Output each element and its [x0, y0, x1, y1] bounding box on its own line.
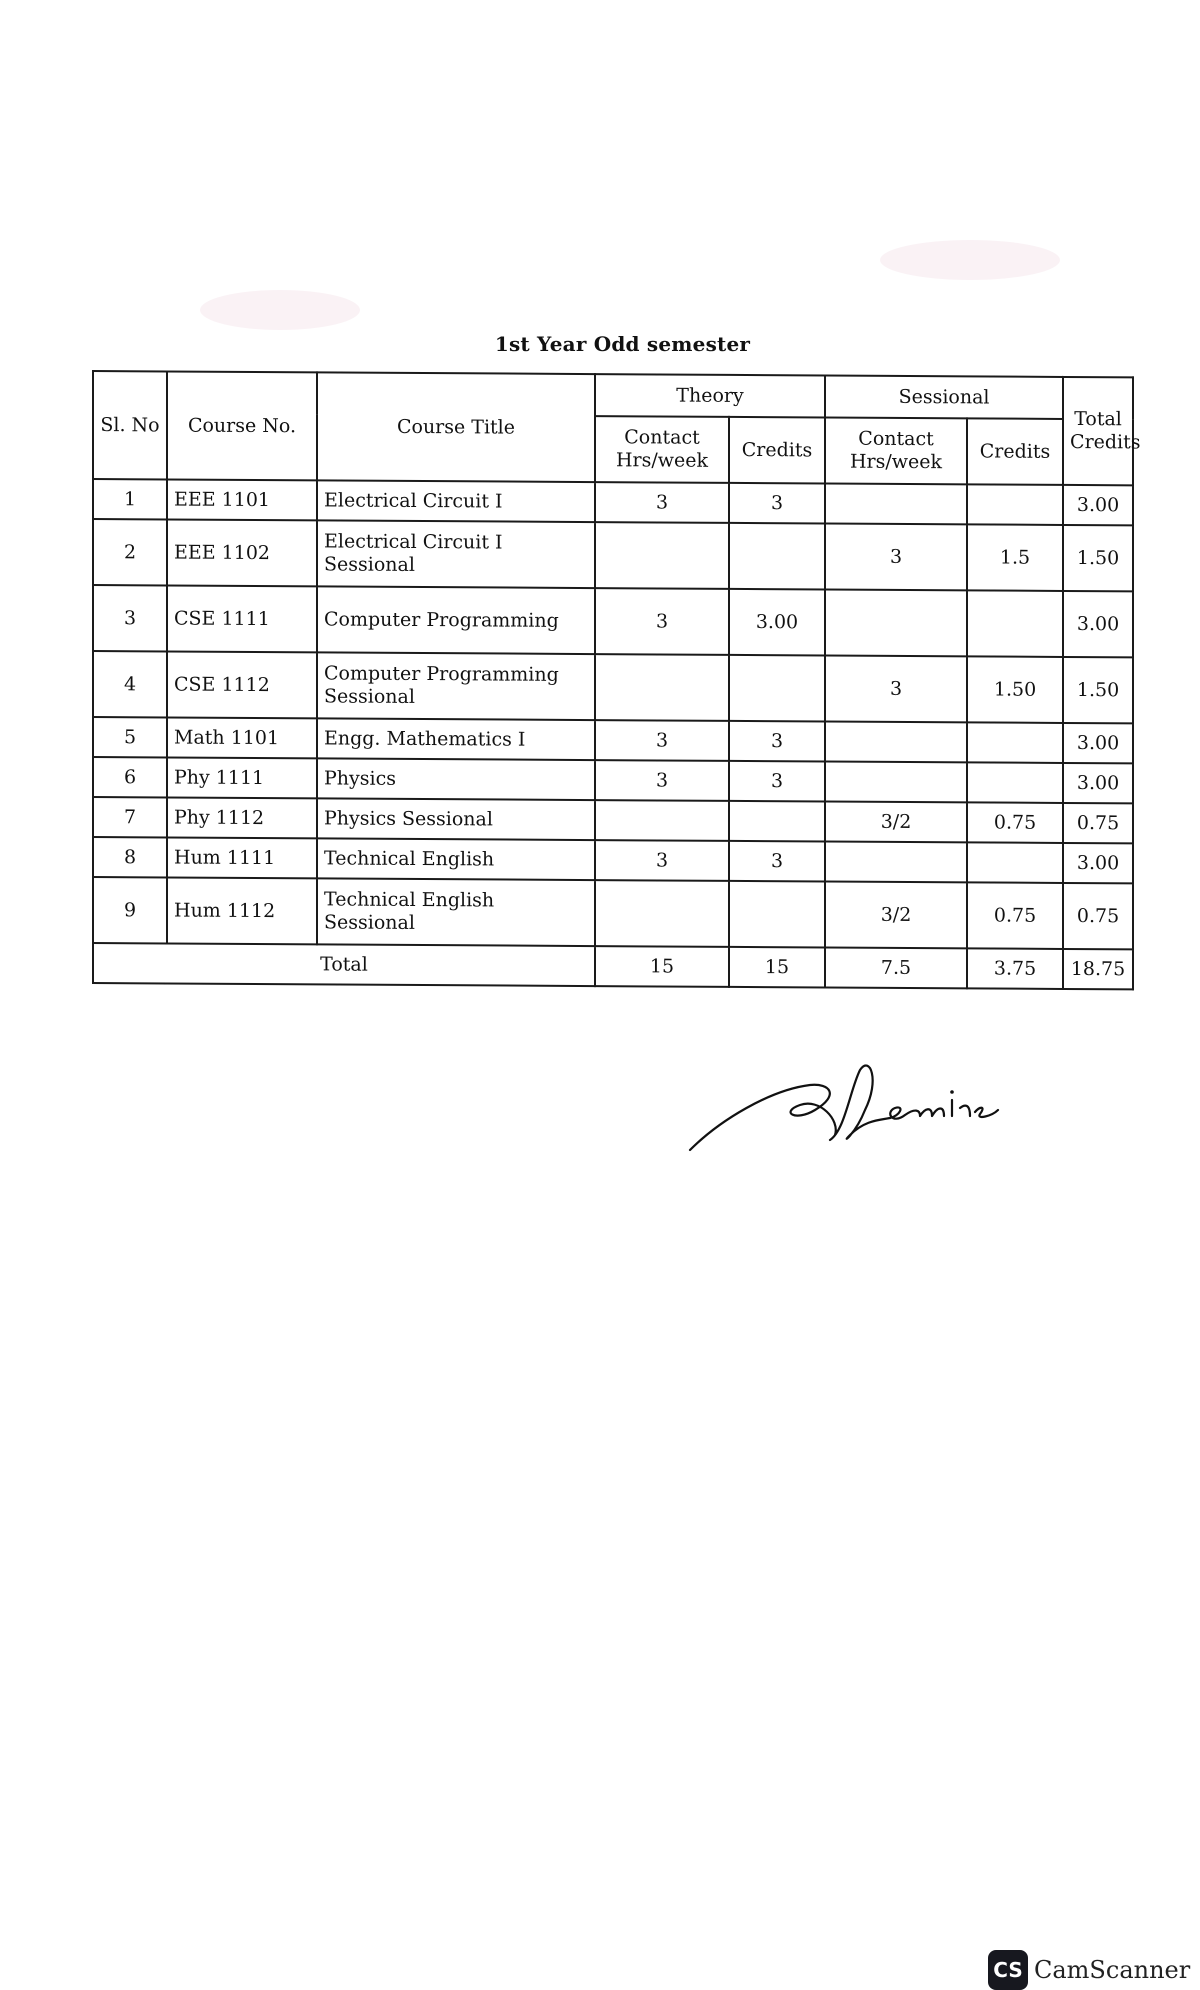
cell-theory-contact: 3 — [595, 840, 729, 881]
cell-sessional-contact — [825, 721, 967, 762]
cell-total: 3.00 — [1063, 843, 1133, 883]
cell-course-no: EEE 1102 — [167, 519, 317, 586]
cell-sessional-contact — [825, 841, 967, 882]
cell-theory-contact — [595, 654, 729, 721]
cell-course-no: Phy 1112 — [167, 797, 317, 838]
course-table-wrapper — [92, 370, 1141, 990]
cell-sessional-contact — [825, 589, 967, 656]
header-sessional-credits: Credits — [967, 418, 1063, 485]
cell-title: Computer Programming — [317, 586, 595, 654]
table-row — [93, 479, 1133, 525]
total-label: Total — [93, 943, 595, 986]
cell-title: Electrical Circuit I — [317, 480, 595, 522]
cell-theory-contact — [595, 880, 729, 947]
cell-sessional-contact: 3/2 — [825, 801, 967, 842]
cell-theory-contact: 3 — [595, 720, 729, 761]
cell-title: Technical English Sessional — [317, 878, 595, 946]
cell-title: Engg. Mathematics I — [317, 718, 595, 760]
total-theory-credits: 15 — [729, 947, 825, 988]
cell-sl: 6 — [93, 757, 167, 797]
cell-title: Computer Programming Sessional — [317, 652, 595, 720]
cell-total: 0.75 — [1063, 883, 1133, 949]
cell-theory-credits — [729, 801, 825, 842]
total-credits-sum: 18.75 — [1063, 949, 1133, 989]
cell-theory-credits: 3 — [729, 721, 825, 762]
camscanner-watermark — [988, 1950, 1190, 1990]
cell-total: 3.00 — [1063, 723, 1133, 763]
header-theory: Theory — [595, 374, 825, 417]
cell-course-no: EEE 1101 — [167, 479, 317, 520]
cell-course-no: CSE 1111 — [167, 585, 317, 652]
cell-sessional-contact: 3 — [825, 523, 967, 590]
handwritten-signature — [680, 1050, 1020, 1170]
cell-sl: 2 — [93, 519, 167, 585]
cell-sessional-credits — [967, 842, 1063, 883]
header-sessional: Sessional — [825, 375, 1063, 418]
header-sessional-contact: Contact Hrs/week — [825, 417, 967, 484]
cell-sl: 7 — [93, 797, 167, 837]
cell-total: 0.75 — [1063, 803, 1133, 843]
cell-theory-credits: 3 — [729, 483, 825, 524]
cell-sessional-credits — [967, 484, 1063, 525]
cell-sessional-contact: 3 — [825, 655, 967, 722]
camscanner-logo: CS — [988, 1950, 1028, 1990]
cell-theory-contact: 3 — [595, 482, 729, 523]
cell-theory-credits: 3.00 — [729, 589, 825, 656]
page-title: 1st Year Odd semester — [494, 332, 751, 356]
total-theory-contact: 15 — [595, 946, 729, 987]
header-theory-credits: Credits — [729, 417, 825, 484]
table-row — [93, 717, 1133, 763]
cell-theory-credits — [729, 523, 825, 590]
header-sl-no: Sl. No — [93, 371, 167, 479]
cell-sessional-credits: 1.5 — [967, 524, 1063, 591]
cell-course-no: CSE 1112 — [167, 651, 317, 718]
cell-total: 1.50 — [1063, 525, 1133, 591]
header-total-credits: Total Credits — [1063, 377, 1133, 485]
scan-smudge — [200, 290, 360, 330]
header-course-no: Course No. — [167, 371, 317, 480]
total-sessional-contact: 7.5 — [825, 947, 967, 988]
cell-sessional-credits — [967, 590, 1063, 657]
cell-theory-credits — [729, 881, 825, 948]
table-row — [93, 757, 1133, 803]
cell-total: 3.00 — [1063, 763, 1133, 803]
table-row — [93, 585, 1133, 657]
cell-sessional-contact — [825, 761, 967, 802]
cell-theory-contact: 3 — [595, 588, 729, 655]
total-row — [93, 943, 1133, 989]
table-row — [93, 651, 1133, 723]
cell-theory-contact: 3 — [595, 760, 729, 801]
cell-total: 3.00 — [1063, 485, 1133, 525]
cell-sessional-credits — [967, 762, 1063, 803]
cell-title: Technical English — [317, 838, 595, 880]
cell-sessional-credits: 0.75 — [967, 802, 1063, 843]
cell-sessional-credits: 1.50 — [967, 656, 1063, 723]
cell-sl: 8 — [93, 837, 167, 877]
table-row — [93, 837, 1133, 883]
cell-sessional-credits — [967, 722, 1063, 763]
scan-smudge — [880, 240, 1060, 280]
cell-sl: 1 — [93, 479, 167, 519]
cell-theory-contact — [595, 800, 729, 841]
total-sessional-credits: 3.75 — [967, 948, 1063, 989]
cell-sl: 5 — [93, 717, 167, 757]
header-course-title: Course Title — [317, 372, 595, 482]
table-row — [93, 877, 1133, 949]
cell-theory-credits — [729, 655, 825, 722]
cell-title: Physics Sessional — [317, 798, 595, 840]
cell-sl: 4 — [93, 651, 167, 717]
cell-course-no: Hum 1111 — [167, 837, 317, 878]
cell-theory-credits: 3 — [729, 841, 825, 882]
cell-sl: 3 — [93, 585, 167, 651]
cell-total: 3.00 — [1063, 591, 1133, 657]
table-row — [93, 797, 1133, 843]
table-row — [93, 519, 1133, 591]
cell-theory-contact — [595, 522, 729, 589]
cell-course-no: Hum 1112 — [167, 877, 317, 944]
cell-course-no: Phy 1111 — [167, 757, 317, 798]
cell-sessional-credits: 0.75 — [967, 882, 1063, 949]
cell-sessional-contact: 3/2 — [825, 881, 967, 948]
cell-sessional-contact — [825, 483, 967, 524]
camscanner-name: CamScanner — [1034, 1956, 1191, 1984]
cell-title: Electrical Circuit I Sessional — [317, 520, 595, 588]
course-table — [92, 370, 1141, 990]
header-theory-contact: Contact Hrs/week — [595, 416, 729, 483]
cell-total: 1.50 — [1063, 657, 1133, 723]
cell-sl: 9 — [93, 877, 167, 943]
cell-theory-credits: 3 — [729, 761, 825, 802]
cell-course-no: Math 1101 — [167, 717, 317, 758]
cell-title: Physics — [317, 758, 595, 800]
